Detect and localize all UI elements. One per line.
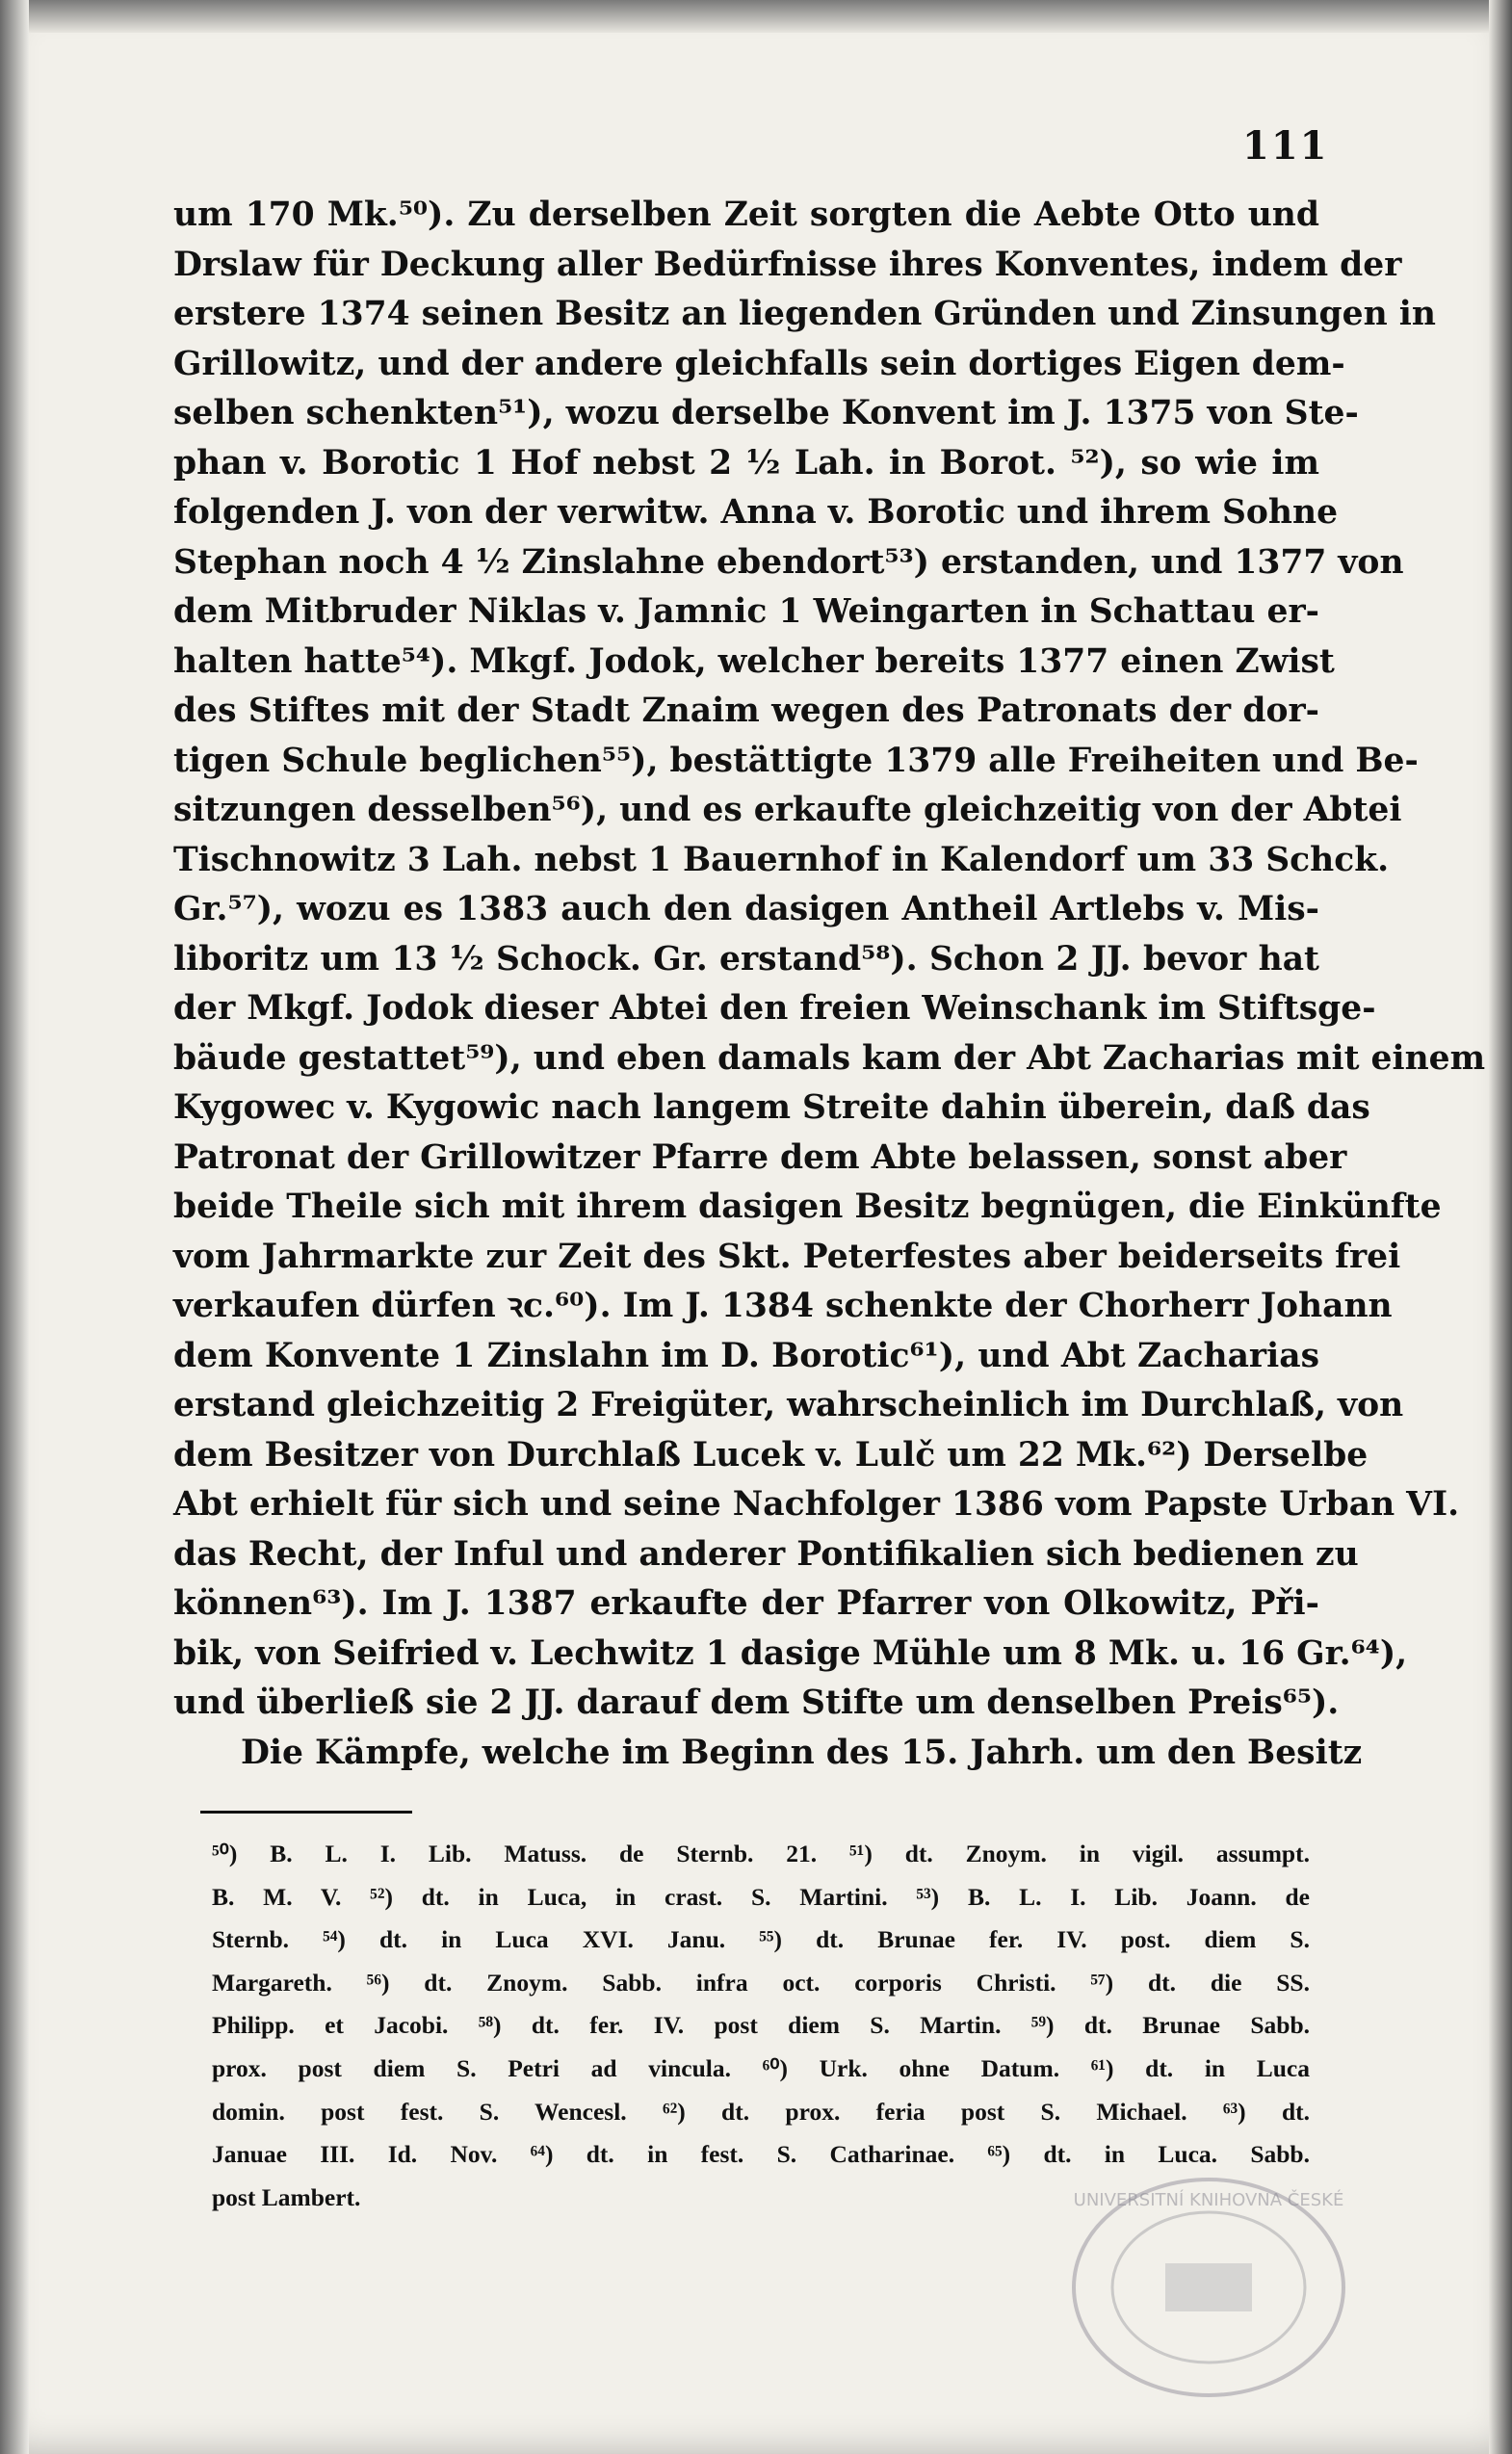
text-line: erstere 1374 seinen Besitz an liegenden Gründen und Zinsungen in (173, 295, 1436, 333)
text-line: Die Kämpfe, welche im Beginn des 15. Jahrh. um den Besitz (241, 1733, 1363, 1772)
text-line: dem Besitzer von Durchlaß Lucek v. Lulč um 22 Mk.⁶²) Derselbe (173, 1435, 1369, 1475)
text-line: Patronat der Grillowitzer Pfarre dem Abte belassen, sonst aber (173, 1137, 1347, 1177)
text-line: selben schenkten⁵¹), wozu derselbe Konvent im J. 1375 von Ste- (173, 394, 1359, 432)
text-line: beide Theile sich mit ihrem dasigen Besitz begnügen, die Einkünfte (173, 1188, 1442, 1226)
footnote-divider (200, 1811, 412, 1814)
stamp-text: UNIVERSITNÍ KNIHOVNA ČESKÉ (1073, 2190, 1344, 2210)
text-line: halten hatte⁵⁴). Mkgf. Jodok, welcher bereits 1377 einen Zwist (173, 641, 1335, 681)
footnote-line: Philipp. et Jacobi. ⁵⁸) dt. fer. IV. post diem S. Martin. ⁵⁹) dt. Brunae Sabb. (212, 2011, 1310, 2040)
footnote-line: B. M. V. ⁵²) dt. in Luca, in crast. S. Martini. ⁵³) B. L. I. Lib. Joann. de (212, 1882, 1310, 1911)
text-line: Kygowec v. Kygowic nach langem Streite dahin überein, daß das (173, 1088, 1370, 1127)
text-line: vom Jahrmarkte zur Zeit des Skt. Peterfestes aber beiderseits frei (173, 1237, 1401, 1276)
text-line: um 170 Mk.⁵⁰). Zu derselben Zeit sorgten die Aebte Otto und (173, 196, 1319, 234)
text-line: des Stiftes mit der Stadt Znaim wegen des Patronats der dor- (173, 692, 1319, 730)
footnote-line: Sternb. ⁵⁴) dt. in Luca XVI. Janu. ⁵⁵) dt. Brunae fer. IV. post. diem S. (212, 1925, 1310, 1954)
library-stamp-graphic (1064, 2167, 1353, 2408)
scan-edge-top (0, 0, 1512, 33)
text-line: verkaufen dürfen ꝛc.⁶⁰). Im J. 1384 schenkte der Chorherr Johann (173, 1287, 1393, 1325)
text-line: sitzungen desselben⁵⁶), und es erkaufte gleichzeitig von der Abtei (173, 791, 1402, 829)
text-line: tigen Schule beglichen⁵⁵), bestättigte 1379 alle Freiheiten und Be- (173, 741, 1419, 780)
text-line: Abt erhielt für sich und seine Nachfolger 1386 vom Papste Urban VI. (173, 1485, 1460, 1524)
footnotes (212, 1833, 1310, 2219)
footnote-line: Januae III. Id. Nov. ⁶⁴) dt. in fest. S. Catharinae. ⁶⁵) dt. in Luca. Sabb. (212, 2140, 1310, 2169)
scan-edge-right (1489, 0, 1512, 2454)
text-line: erstand gleichzeitig 2 Freigüter, wahrscheinlich im Durchlaß, von (173, 1386, 1404, 1424)
body-text (173, 191, 1486, 1778)
text-line: dem Mitbruder Niklas v. Jamnic 1 Weingarten in Schattau er- (173, 592, 1319, 631)
text-line: Tischnowitz 3 Lah. nebst 1 Bauernhof in Kalendorf um 33 Schck. (173, 840, 1390, 879)
footnote-line: domin. post fest. S. Wencesl. ⁶²) dt. prox. feria post S. Michael. ⁶³) dt. (212, 2097, 1310, 2126)
text-line: bäude gestattet⁵⁹), und eben damals kam der Abt Zacharias mit einem (173, 1038, 1486, 1078)
text-line: folgenden J. von der verwitw. Anna v. Borotic und ihrem Sohne (173, 493, 1339, 532)
text-line: das Recht, der Inful und anderer Pontifikalien sich bedienen zu (173, 1534, 1359, 1574)
footnote-line: prox. post diem S. Petri ad vincula. ⁶⁰) Urk. ohne Datum. ⁶¹) dt. in Luca (212, 2053, 1310, 2082)
text-line: Gr.⁵⁷), wozu es 1383 auch den dasigen Antheil Artlebs v. Mis- (173, 890, 1319, 928)
text-line: können⁶³). Im J. 1387 erkaufte der Pfarrer von Olkowitz, Při- (173, 1584, 1319, 1623)
footnote-line: ⁵⁰) B. L. I. Lib. Matuss. de Sternb. 21. ⁵¹) dt. Znoym. in vigil. assumpt. (212, 1840, 1310, 1867)
text-line: Drslaw für Deckung aller Bedürfnisse ihres Konventes, indem der (173, 245, 1402, 284)
text-line: Stephan noch 4 ½ Zinslahne ebendort⁵³) erstanden, und 1377 von (173, 542, 1404, 582)
scan-edge-left (0, 0, 29, 2454)
text-line: der Mkgf. Jodok dieser Abtei den freien Weinschank im Stiftsge- (173, 989, 1376, 1028)
text-line: und überließ sie 2 JJ. darauf dem Stifte um denselben Preis⁶⁵). (173, 1684, 1340, 1722)
footnote-line: Margareth. ⁵⁶) dt. Znoym. Sabb. infra oct. corporis Christi. ⁵⁷) dt. die SS. (212, 1968, 1310, 1997)
text-line: phan v. Borotic 1 Hof nebst 2 ½ Lah. in Borot. ⁵²), so wie im (173, 443, 1319, 483)
footnote-line: post Lambert. (212, 2182, 361, 2211)
page-number: 111 (1242, 123, 1329, 169)
text-line: bik, von Seifried v. Lechwitz 1 dasige Mühle um 8 Mk. u. 16 Gr.⁶⁴), (173, 1633, 1408, 1673)
text-line: dem Konvente 1 Zinslahn im D. Borotic⁶¹), und Abt Zacharias (173, 1336, 1319, 1375)
text-line: liboritz um 13 ½ Schock. Gr. erstand⁵⁸). Schon 2 JJ. bevor hat (173, 939, 1319, 979)
text-line: Grillowitz, und der andere gleichfalls sein dortiges Eigen dem- (173, 344, 1345, 383)
library-stamp (1064, 2167, 1353, 2408)
